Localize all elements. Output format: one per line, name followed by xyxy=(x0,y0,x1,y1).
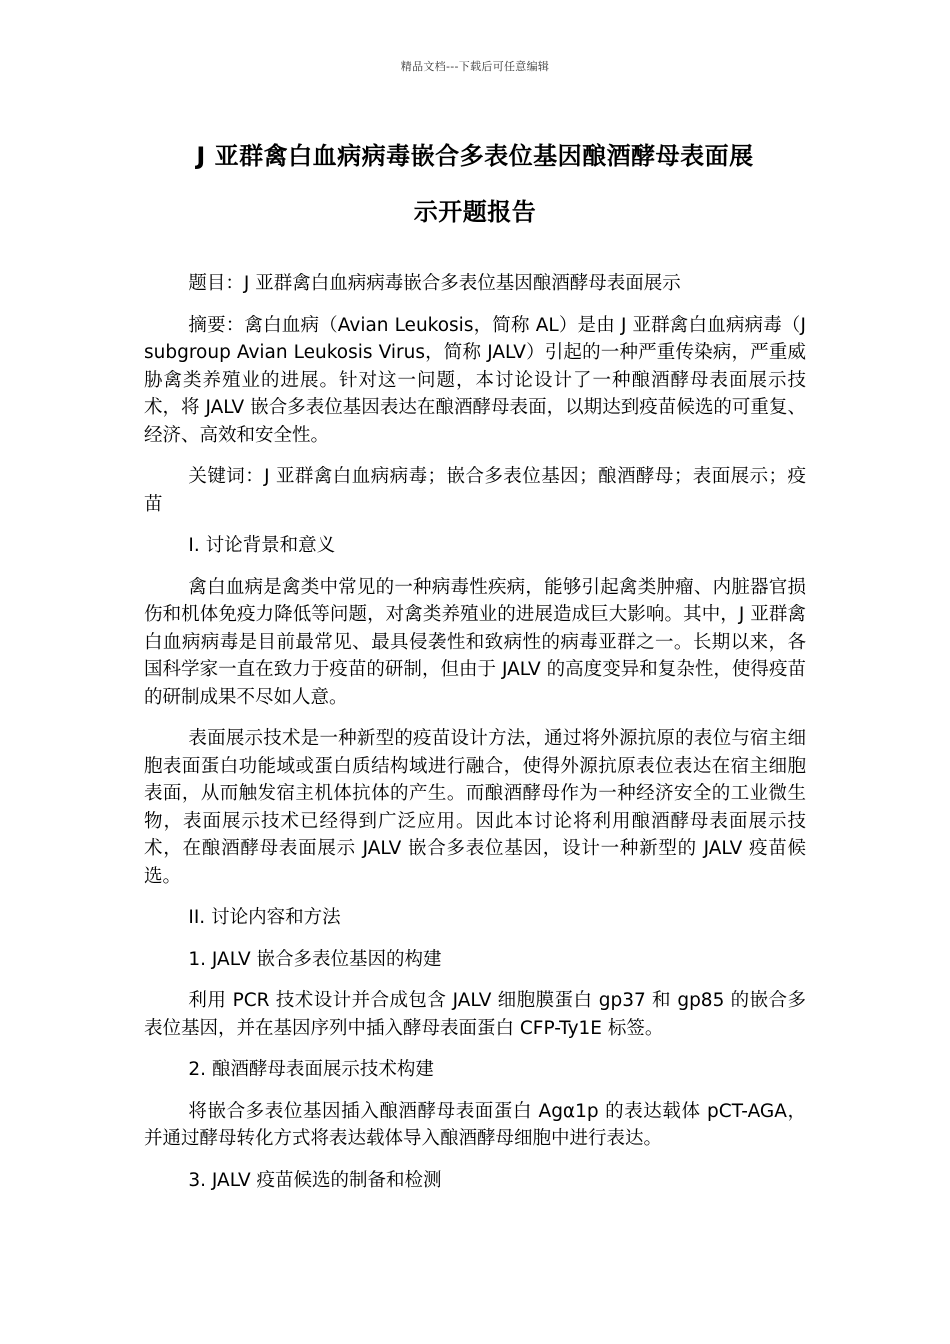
section-heading-background: I. 讨论背景和意义 xyxy=(188,535,336,556)
subheading-gene-construction: 1. JALV 嵌合多表位基因的构建 xyxy=(188,948,442,970)
keywords-paragraph: 关键词：J 亚群禽白血病病毒；嵌合多表位基因；酿酒酵母；表面展示；疫苗 xyxy=(144,466,806,515)
title-line-2: 示开题报告 xyxy=(413,198,537,226)
subheading-vaccine-preparation: 3. JALV 疫苗候选的制备和检测 xyxy=(188,1169,442,1191)
gene-construction-paragraph: 利用 PCR 技术设计并合成包含 JALV 细胞膜蛋白 gp37 和 gp85 的嵌合多表位基因，并在基因序列中插入酵母表面蛋白 CFP-Ty1E 标签。 xyxy=(144,990,806,1039)
abstract-paragraph: 摘要：禽白血病（Avian Leukosis，简称 AL）是由 J 亚群禽白血病病毒（J subgroup Avian Leukosis Virus，简称 JALV）引起的一种严重传染病，严重威胁禽类养殖业的进展。针对这一问题，本讨论设计了一种酿酒酵母表面展示技术，将 JALV 嵌合多表位基因表达在酿酒酵母表面，以期达到疫苗候选的可重复、经济、高效和安全性。 xyxy=(144,314,806,446)
document-body xyxy=(144,270,806,1208)
background-paragraph-1: 禽白血病是禽类中常见的一种病毒性疾病，能够引起禽类肿瘤、内脏器官损伤和机体免疫力降低等问题，对禽类养殖业的进展造成巨大影响。其中，J 亚群禽白血病病毒是目前最常见、最具侵袭性和致病性的病毒亚群之一。长期以来，各国科学家一直在致力于疫苗的研制，但由于 JALV 的高度变异和复杂性，使得疫苗的研制成果不尽如人意。 xyxy=(144,576,806,708)
section-heading-methods: II. 讨论内容和方法 xyxy=(188,907,341,928)
document-title xyxy=(140,128,810,240)
page-header: 精品文档---下载后可任意编辑 xyxy=(400,60,550,73)
yeast-display-paragraph: 将嵌合多表位基因插入酿酒酵母表面蛋白 Agα1p 的表达载体 pCT-AGA，并通过酵母转化方式将表达载体导入酿酒酵母细胞中进行表达。 xyxy=(144,1100,806,1149)
subheading-yeast-display: 2. 酿酒酵母表面展示技术构建 xyxy=(188,1059,434,1080)
background-paragraph-2: 表面展示技术是一种新型的疫苗设计方法，通过将外源抗原的表位与宿主细胞表面蛋白功能域或蛋白质结构域进行融合，使得外源抗原表位表达在宿主细胞表面，从而触发宿主机体抗体的产生。而酿酒酵母作为一种经济安全的工业微生物，表面展示技术已经得到广泛应用。因此本讨论将利用酿酒酵母表面展示技术，在酿酒酵母表面展示 JALV 嵌合多表位基因，设计一种新型的 JALV 疫苗候选。 xyxy=(144,728,806,887)
title-line-1: J 亚群禽白血病病毒嵌合多表位基因酿酒酵母表面展 xyxy=(196,142,754,170)
topic-paragraph: 题目：J 亚群禽白血病病毒嵌合多表位基因酿酒酵母表面展示 xyxy=(188,273,681,294)
